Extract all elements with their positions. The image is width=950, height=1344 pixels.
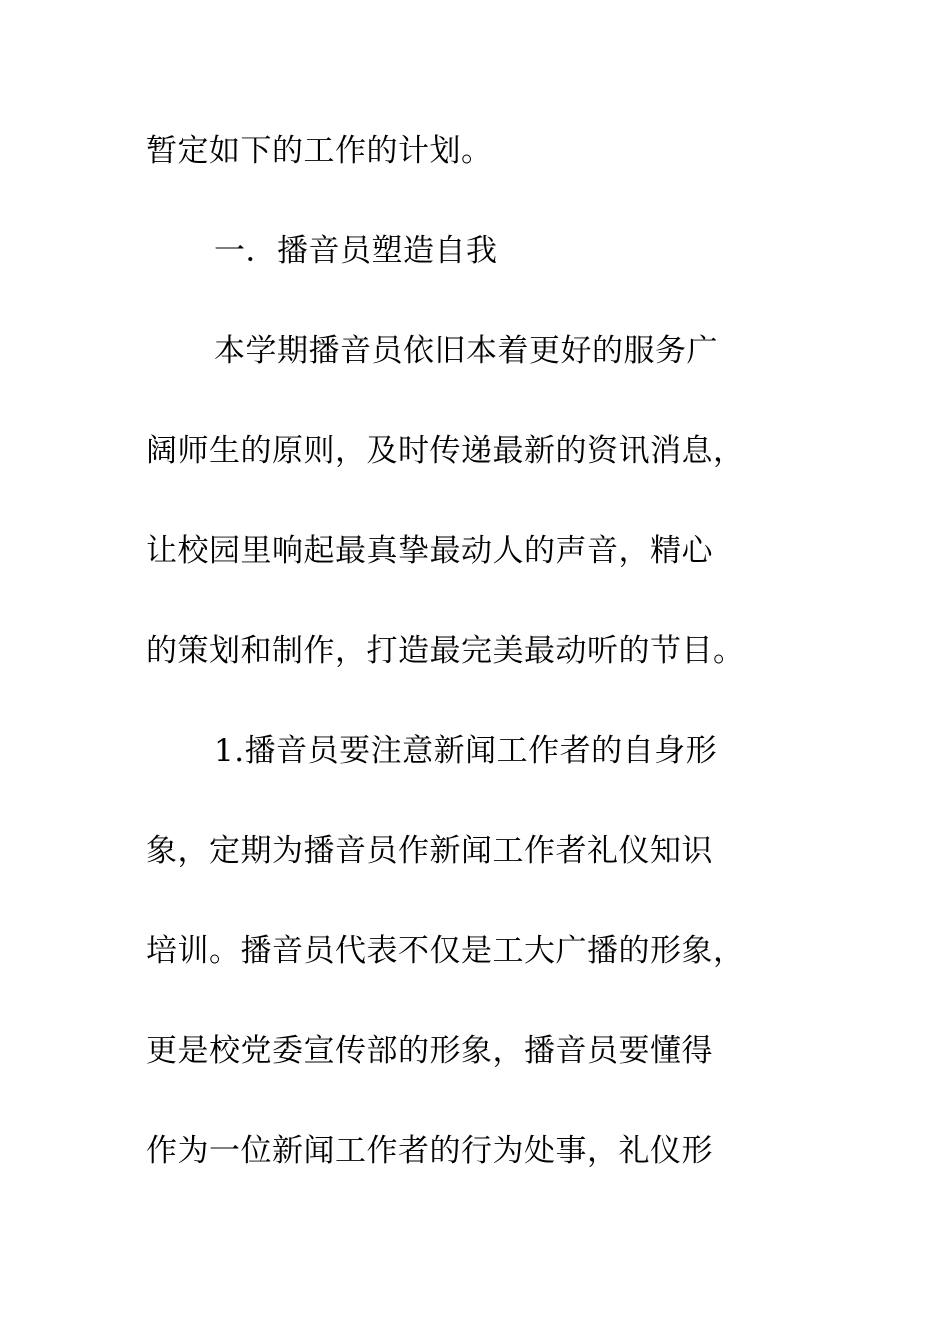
- paragraph-line: 更是校党委宣传部的形象，播音员要懂得: [146, 1033, 713, 1069]
- section-heading: 一．播音员塑造自我: [214, 233, 498, 269]
- list-item-line: 1.播音员要注意新闻工作者的自身形: [214, 733, 718, 769]
- paragraph-line: 的策划和制作，打造最完美最动听的节目。: [146, 633, 745, 669]
- paragraph-line: 让校园里响起最真挚最动人的声音，精心: [146, 533, 713, 569]
- paragraph-line: 暂定如下的工作的计划。: [146, 133, 493, 169]
- paragraph-line: 培训。播音员代表不仅是工大广播的形象，: [146, 933, 745, 969]
- paragraph-line: 本学期播音员依旧本着更好的服务广: [214, 333, 718, 369]
- paragraph-line: 作为一位新闻工作者的行为处事，礼仪形: [146, 1133, 713, 1169]
- paragraph-line: 象，定期为播音员作新闻工作者礼仪知识: [146, 833, 713, 869]
- paragraph-line: 阔师生的原则，及时传递最新的资讯消息，: [146, 433, 745, 469]
